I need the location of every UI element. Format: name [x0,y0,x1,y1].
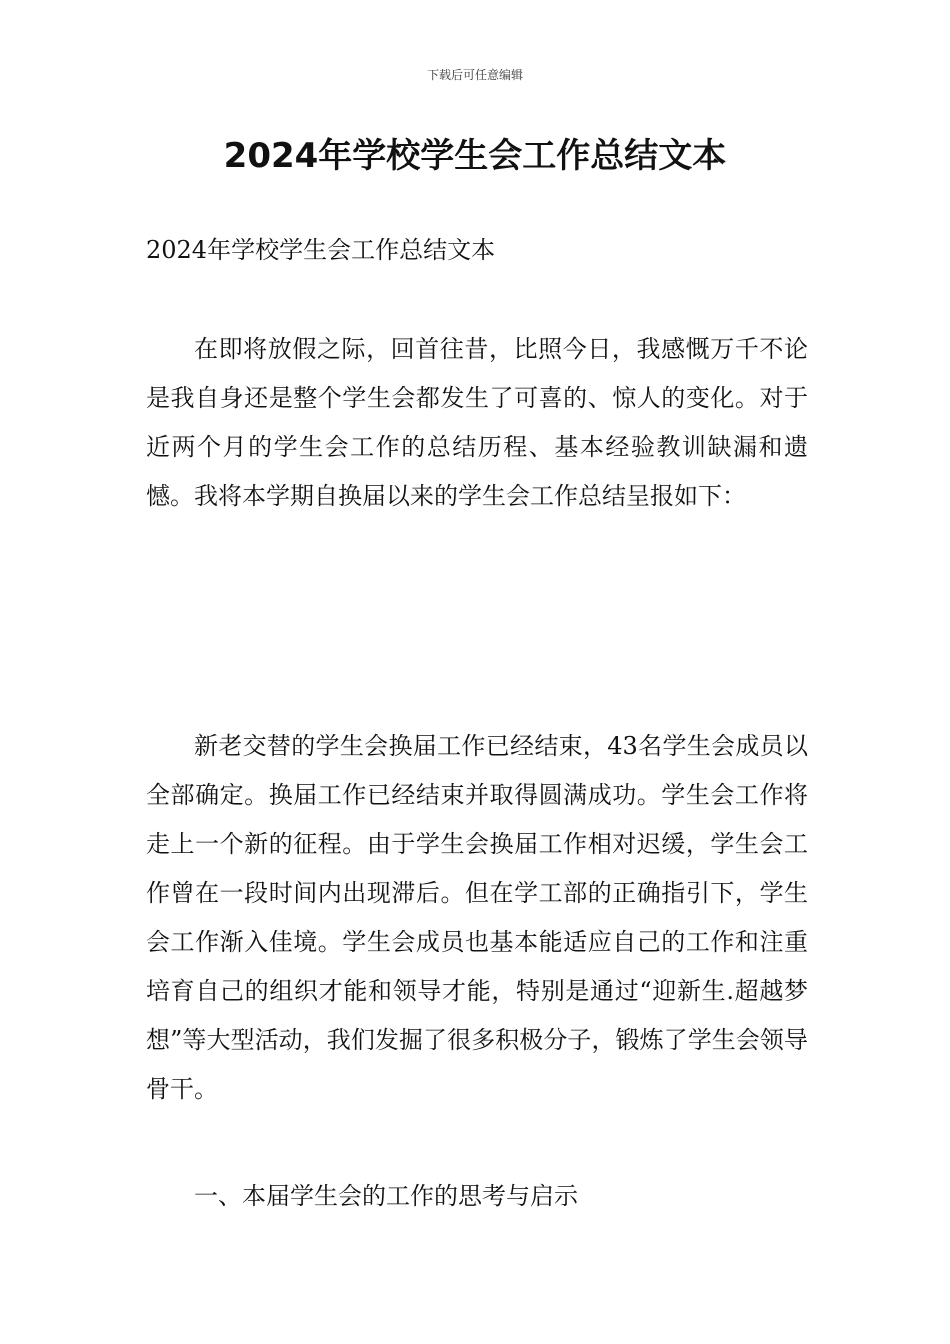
section-heading: 一、本届学生会的工作的思考与启示 [194,1182,578,1210]
header-note: 下载后可任意编辑 [426,68,523,82]
document-title: 2024年学校学生会工作总结文本 [223,136,727,176]
paragraph-intro: 在即将放假之际，回首往昔，比照今日，我感慨万千不论是我自身还是整个学生会都发生了可喜的、惊人的变化。对于近两个月的学生会工作的总结历程、基本经验教训缺漏和遗憾。我将本学期自换届以来的学生会工作总结呈报如下： [146,335,808,510]
paragraph-transition: 新老交替的学生会换届工作已经结束，43名学生会成员以全部确定。换届工作已经结束并取得圆满成功。学生会工作将走上一个新的征程。由于学生会换届工作相对迟缓，学生会工作曾在一段时间内出现滞后。但在学工部的正确指引下，学生会工作渐入佳境。学生会成员也基本能适应自己的工作和注重培育自己的组织才能和领导才能，特别是通过“迎新生.超越梦想”等大型活动，我们发掘了很多积极分子，锻炼了学生会领导骨干。 [146,732,808,1103]
document-subtitle: 2024年学校学生会工作总结文本 [146,236,496,264]
